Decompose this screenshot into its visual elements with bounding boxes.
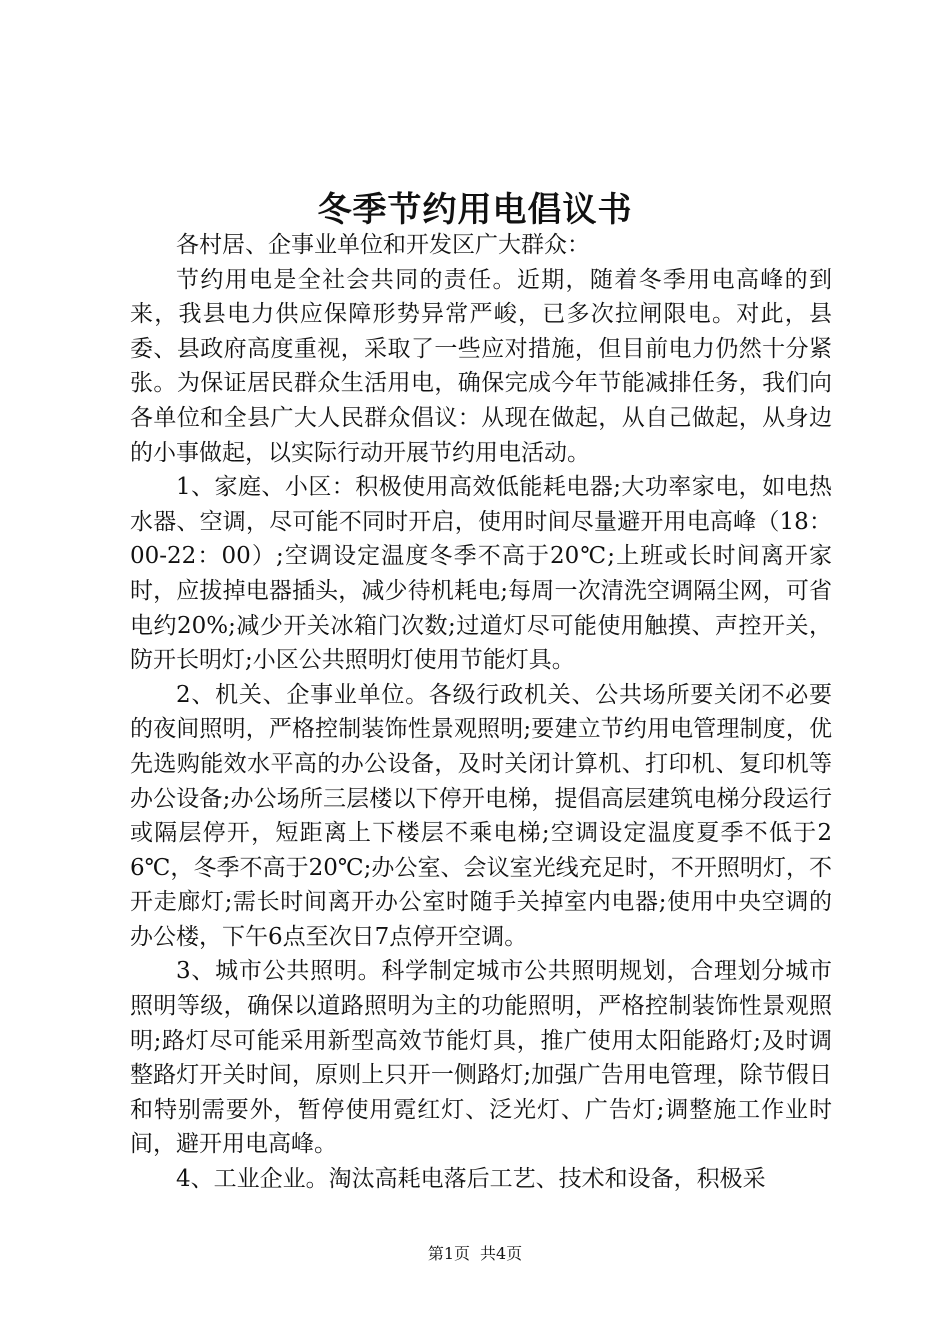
document-body	[130, 228, 832, 1197]
public-lighting-paragraph: 3、城市公共照明。科学制定城市公共照明规划，合理划分城市照明等级，确保以道路照明为主的功能照明，严格控制装饰性景观照明;路灯尽可能采用新型高效节能灯具，推广使用太阳能路灯;及时调整路灯开关时间，原则上只开一侧路灯;加强广告用电管理，除节假日和特别需要外，暂停使用霓红灯、泛光灯、广告灯;调整施工作业时间，避开用电高峰。	[130, 958, 832, 1158]
institutions-paragraph: 2、机关、企事业单位。各级行政机关、公共场所要关闭不必要的夜间照明，严格控制装饰性景观照明;要建立节约用电管理制度，优先选购能效水平高的办公设备，及时关闭计算机、打印机、复印机等办公设备;办公场所三层楼以下停开电梯，提倡高层建筑电梯分段运行或隔层停开，短距离上下楼层不乘电梯;空调设定温度夏季不低于26℃，冬季不高于20℃;办公室、会议室光线充足时，不开照明灯，不开走廊灯;需长时间离开办公室时随手关掉室内电器;使用中央空调的办公楼，下午6点至次日7点停开空调。	[130, 681, 832, 950]
page-footer	[0, 1243, 950, 1265]
household-paragraph: 1、家庭、小区：积极使用高效低能耗电器;大功率家电，如电热水器、空调，尽可能不同时开启，使用时间尽量避开用电高峰（18：00-22：00）;空调设定温度冬季不高于20℃;上班或长时间离开家时，应拔掉电器插头，减少待机耗电;每周一次清洗空调隔尘网，可省电约20%;减少开关冰箱门次数;过道灯尽可能使用触摸、声控开关，防开长明灯;小区公共照明灯使用节能灯具。	[130, 474, 832, 674]
page-total: 共4页	[480, 1244, 523, 1263]
industry-paragraph: 4、工业企业。淘汰高耗电落后工艺、技术和设备，积极采	[176, 1166, 766, 1193]
intro-paragraph: 节约用电是全社会共同的责任。近期，随着冬季用电高峰的到来，我县电力供应保障形势异常严峻，已多次拉闸限电。对此，县委、县政府高度重视，采取了一些应对措施，但目前电力仍然十分紧张。为保证居民群众生活用电，确保完成今年节能减排任务，我们向各单位和全县广大人民群众倡议：从现在做起，从自己做起，从身边的小事做起，以实际行动开展节约用电活动。	[130, 266, 832, 466]
document-title: 冬季节约用电倡议书	[317, 190, 633, 230]
salutation-paragraph: 各村居、企事业单位和开发区广大群众：	[176, 232, 590, 258]
page-number: 第1页	[427, 1244, 470, 1263]
